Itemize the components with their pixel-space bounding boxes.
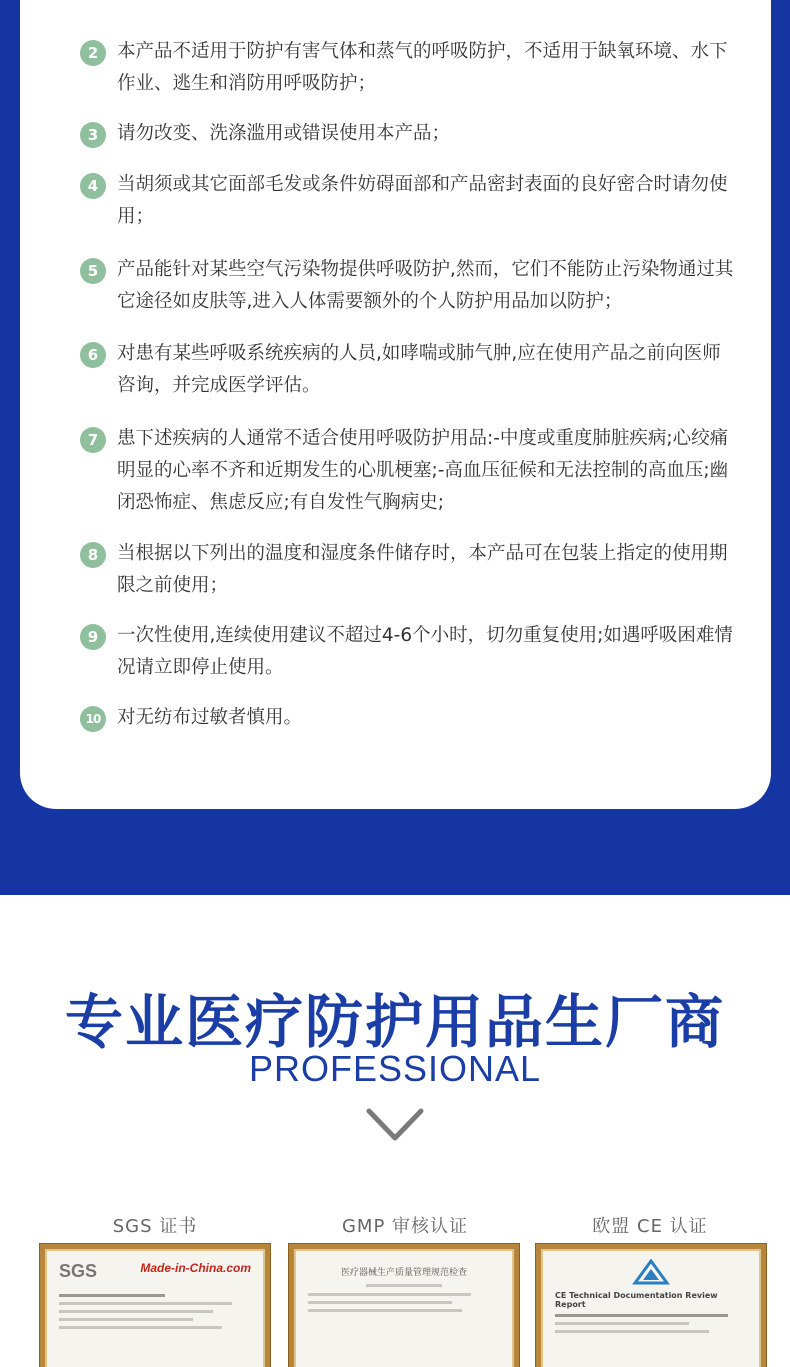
notice-text: 当根据以下列出的温度和湿度条件储存时，本产品可在包装上指定的使用期限之前使用； [117,543,728,596]
notice-text: 对无纺布过敏者慎用。 [117,707,303,728]
notice-text: 患下述疾病的人通常不适合使用呼吸防护用品:-中度或重度肺脏疾病;心绞痛明显的心率不齐和近期发生的心肌梗塞;-高血压征候和无法控制的高血压;幽闭恐怖症、焦虑反应;有自发性气胸病史; [117,428,729,513]
ce-certificate-image [535,1243,767,1367]
number-badge: 10 [80,706,106,732]
tuv-logo-icon [631,1259,671,1287]
cert-label-sgs: SGS 证书 [112,1216,198,1237]
notice-item-4 [80,169,740,233]
number-badge: 4 [80,173,106,199]
notice-text: 请勿改变、洗涤滥用或错误使用本产品； [117,123,451,144]
cert-label-gmp: GMP 审核认证 [341,1216,469,1237]
gmp-certificate-heading: 医疗器械生产质量管理规范检查 [340,1268,467,1278]
sgs-certificate-image [39,1243,271,1367]
notice-text: 产品能针对某些空气污染物提供呼吸防护,然而，它们不能防止污染物通过其它途径如皮肤等,进入人体需要额外的个人防护用品加以防护； [117,259,734,312]
number-badge: 6 [80,342,106,368]
notice-text: 当胡须或其它面部毛发或条件妨碍面部和产品密封表面的良好密合时请勿使用； [117,174,728,227]
notice-item-2 [80,36,740,100]
notice-item-3 [80,118,740,150]
chevron-down-icon [366,1108,424,1142]
notice-text: 本产品不适用于防护有害气体和蒸气的呼吸防护，不适用于缺氧环境、水下作业、逃生和消防用呼吸防护； [117,41,728,94]
number-badge: 2 [80,40,106,66]
notice-item-8 [80,538,740,602]
notice-item-10 [80,702,740,734]
number-badge: 9 [80,624,106,650]
number-badge: 5 [80,258,106,284]
sgs-logo: SGS [59,1261,98,1281]
notice-text: 对患有某些呼吸系统疾病的人员,如哮喘或肺气肿,应在使用产品之前向医师咨询，并完成医学评估。 [117,343,721,396]
made-in-china-logo: Made-in-China.com [140,1261,251,1275]
notice-item-7 [80,423,740,519]
notice-item-6 [80,338,740,402]
section-title: 专业医疗防护用品生厂商 [64,988,725,1056]
gmp-certificate-image [288,1243,520,1367]
ce-certificate-heading: CE Technical Documentation Review Report [555,1291,718,1309]
notice-item-5 [80,254,740,318]
cert-label-ce: 欧盟 CE 认证 [592,1216,708,1237]
notice-text: 一次性使用,连续使用建议不超过4-6个小时，切勿重复使用;如遇呼吸困难情况请立即停止使用。 [117,625,733,678]
number-badge: 8 [80,542,106,568]
number-badge: 7 [80,427,106,453]
number-badge: 3 [80,122,106,148]
notice-item-9 [80,620,740,684]
section-subtitle: PROFESSIONAL [248,1048,542,1089]
